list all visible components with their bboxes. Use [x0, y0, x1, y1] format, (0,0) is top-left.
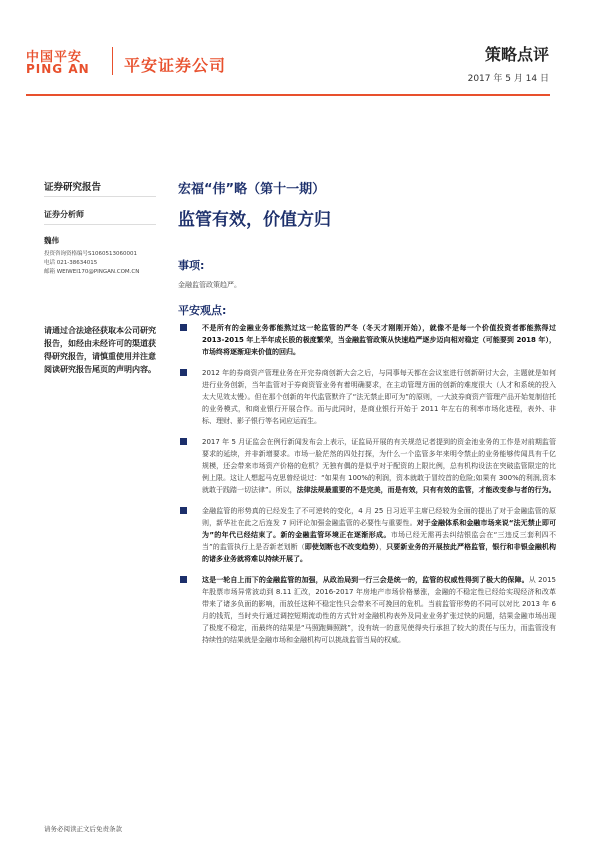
series-title: 宏福“伟”略（第十一期）: [178, 182, 326, 197]
bullet-text-bold: 对于金融体系和金融市场来说“法无禁止即可为”的年代已经结束了。新的金融监管环境正在逐渐形成。: [202, 519, 556, 539]
bullet-text-bold: 这是一轮自上而下的金融监管的加强，从政治局到一行三会是统一的，监管的权威性得到了极大的保障。: [202, 576, 529, 584]
views-heading: 平安观点:: [178, 304, 227, 317]
events-heading: 事项:: [178, 259, 205, 272]
view-bullet: [178, 574, 556, 646]
bullet-text: ，: [379, 543, 387, 551]
events-text: 金融监管政策趋严。: [178, 281, 241, 289]
company-name: 平安证券公司: [124, 56, 227, 75]
view-bullet: [178, 505, 556, 565]
sidebar-divider: [44, 196, 156, 197]
bullet-text: 从 2015 年股票市场异常波动到 8.11 汇改，2016-2017 年房地产市场价格暴涨，金融的不稳定性已经给实现经济和改革带来了诸多负面的影响，而放任这种不稳定性只会带来不可挽回的危机。当前监管形势的不同可以对比 2013 年 6 月的钱荒，当时央行通过调控短期流动性的方式针对金融机构表外及同业业务扩张过快的问题，结果金融市场出现了极度不稳定，而最终的结果是“马照跑舞照跳”，没有统一的意见使得央行承担了较大的责任与压力，而监管没有持续性的结果就是金融市场和金融机构可以挑战监管当局的权威。: [202, 576, 556, 644]
analyst-label: 证券分析师: [44, 210, 84, 219]
sidebar-title: 证券研究报告: [44, 182, 102, 193]
view-bullet: [178, 322, 556, 358]
logo-english: PING AN: [26, 62, 90, 76]
bullet-text: 2017 年 5 月证监会在例行新闻发布会上表示，证监局开展的有关规范记者提到的资金池业务的工作是对前期监管要求的延续，并非新增要求。市场一脸茫然的四处打探，为什么一个监管多年来明令禁止的业务能够传闻具有千亿规模，还会带来市场资产价格的危机？无独有偶的是似乎对于配资的上限比例，总有机构设法在突破监管限定的比例上限。这让人想起马克思曾经说过：“如果有 100%的利润，资本就敢于冒绞首的危险;如果有 300%的利润,资本就敢于践踏一切法律”。所以，: [202, 438, 556, 494]
analyst-license: 投资咨询资格编号S1060513060001: [44, 251, 137, 257]
analyst-info: [44, 250, 156, 277]
header-rule: [26, 94, 550, 96]
bullet-square-icon: [180, 576, 187, 583]
logo-chinese: 中国平安: [26, 50, 83, 65]
analyst-email[interactable]: 邮箱 WEIWEI170@PINGAN.COM.CN: [44, 269, 140, 275]
report-date: 2017 年 5 月 14 日: [467, 74, 549, 84]
footer-disclaimer: 请务必阅读正文后免责条款: [44, 825, 122, 833]
bullet-text: 金融监管的形势真的已经发生了不可逆转的变化，4 月 25 日习近平主席已经较为全面的提出了对于金融监管的原则，新华社在此之后连发 7 问评论加强金融监管的必要性与重要性。: [202, 507, 556, 527]
bullet-text-bold: 法律法规最重要的不是完美，而是有效，只有有效的监管，才能改变参与者的行为。: [296, 486, 556, 494]
view-bullet: [178, 436, 556, 496]
logo-divider: [112, 47, 113, 75]
bullet-text-bold: 即使划断也不改变趋势）: [304, 543, 380, 551]
bullet-text-bold: 不是所有的金融业务都能熬过这一轮监管的严冬（冬天才刚刚开始），就像不是每一个价值投资者都能熬得过 2013-2015 年上半年成长股的极度繁荣，当金融监管政策从快速趋严逐步迈向相对稳定（可能要到 2018 年），市场终将逐渐迎来价值的回归。: [202, 324, 556, 356]
page-title: 监管有效，价值方归: [178, 210, 331, 230]
report-type: 策略点评: [484, 45, 549, 64]
bullet-text: 市场已经无需再去纠结银监会在“三违反三套利四不当”的监管执行上是否新老划断（: [202, 531, 556, 551]
bullet-square-icon: [180, 324, 187, 331]
analyst-name: 魏伟: [44, 236, 59, 245]
bullet-square-icon: [180, 369, 187, 376]
bullet-text-bold: 只要新业务的开展按此严格监管，银行和非银金融机构的诸多业务就将难以持续开展了。: [202, 543, 557, 563]
bullet-square-icon: [180, 507, 187, 514]
bullet-square-icon: [180, 438, 187, 445]
views-bullet-list: [178, 322, 556, 655]
analyst-phone: 电话 021-38634015: [44, 260, 98, 266]
bullet-text: 2012 年的券商资产管理业务在开完券商创新大会之后，与同事每天都在会议室进行创新研讨大会，主题就是如何进行业务创新，当年监管对于券商资管业务有着明确要求，在主动管理方面的创新的难度很大（人才和系统的投入太大见效太慢）。但在那个创新的年代监管默许了“法无禁止即可为”的原则，一大波券商资产管理产品开始复制信托的业务模式，和商业银行开展合作。而与此同时，是商业银行开始于 2011 年左右的利率市场化进程，表外、非标、理财、影子银行等名词应运而生。: [202, 369, 556, 425]
view-bullet: [178, 367, 556, 427]
sidebar-divider: [44, 224, 156, 225]
sidebar-disclaimer: 请通过合法途径获取本公司研究报告，如经由未经许可的渠道获得研究报告，请慎重使用并注意阅读研究报告尾页的声明内容。: [44, 326, 156, 374]
